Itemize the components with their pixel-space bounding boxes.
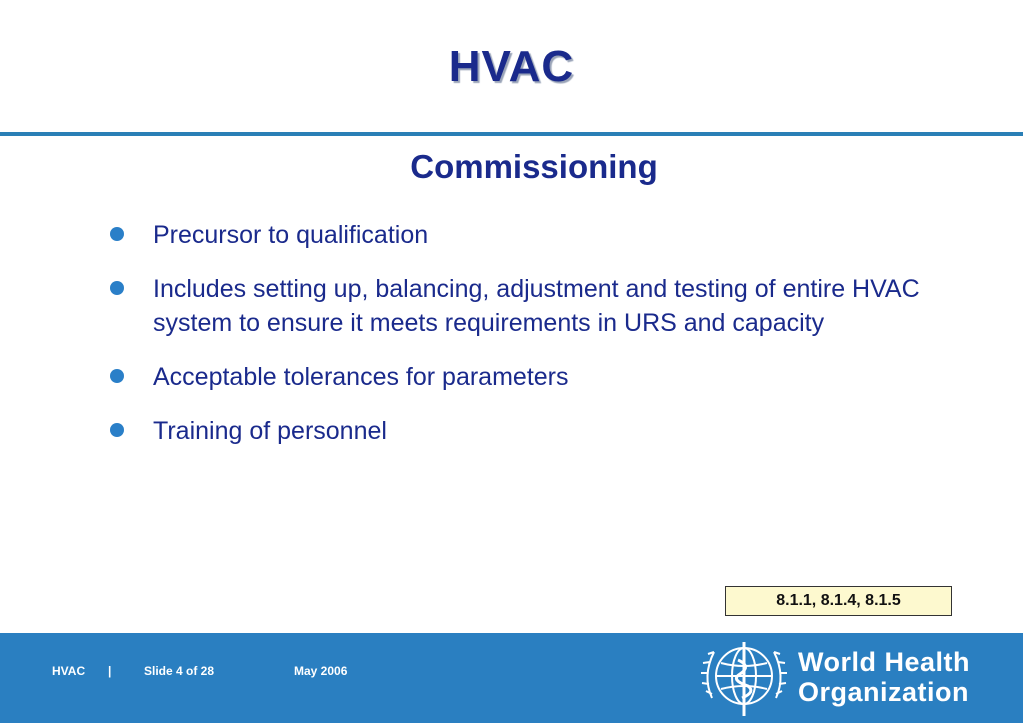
who-name-line2: Organization [798,677,970,707]
footer-topic: HVAC [52,664,86,678]
footer-separator: | [108,664,112,678]
bullet-text: Acceptable tolerances for parameters [153,363,569,391]
bullet-dot-icon [110,369,124,383]
bullet-item [108,360,988,394]
title-divider [0,132,1023,136]
bullet-text: Training of personnel [153,417,387,445]
bullet-item [108,272,988,340]
who-emblem-icon [694,636,794,722]
bullet-text: Includes setting up, balancing, adjustment and testing of entire HVAC system to ensure it meets requirements in URS and capacity [153,275,920,337]
footer-slide-number: Slide 4 of 28 [144,664,215,678]
bullet-item [108,414,988,448]
who-name-line1: World Health [798,647,971,677]
footer-date: May 2006 [294,664,348,678]
bullet-dot-icon [110,227,124,241]
bullet-item [108,218,988,252]
slide-subtitle: Commissioning [410,148,658,185]
slide-title: HVAC [448,42,575,91]
bullet-text: Precursor to qualification [153,221,429,249]
bullet-dot-icon [110,281,124,295]
bullet-list [108,218,988,468]
reference-box: 8.1.1, 8.1.4, 8.1.5 [725,586,952,616]
bullet-dot-icon [110,423,124,437]
who-wordmark [798,647,970,707]
